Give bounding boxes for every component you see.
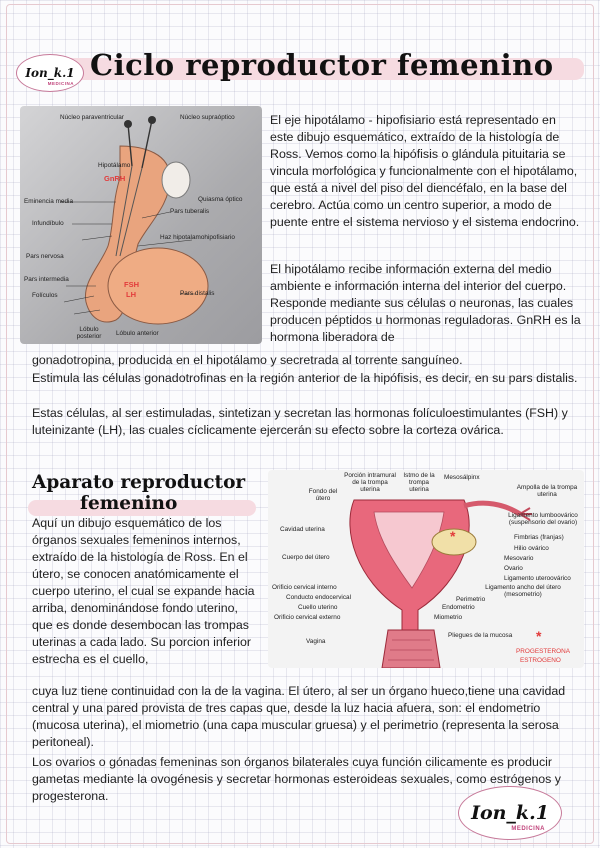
label-endometrio: Endometrio (442, 604, 475, 611)
label-mesosalpinx: Mesosálpinx (444, 474, 480, 481)
label-nucleo-paraventricular: Núcleo paraventricular (60, 114, 124, 121)
header-logo (16, 54, 84, 92)
footer-logo-text: Ion_k.1 (471, 802, 549, 824)
section1-paragraph-2: El hipotálamo recibe información externa del medio ambiente e información interna del interior del cuerpo. Responde mediante sus células o neuronas, las cuales producen péptidos u hormonas reguladoras. GnRH es la hormona liberadora de (270, 262, 581, 344)
label-fsh: FSH (124, 280, 139, 289)
label-legend-asterisk: * (536, 628, 542, 644)
label-fondo-utero: Fondo del útero (308, 488, 338, 502)
aparato-reproductor-figure (268, 470, 584, 668)
label-hipotalamo: Hipotálamo (98, 162, 131, 169)
label-pars-distalis: Pars distalis (180, 290, 215, 297)
label-estrogeno: ESTROGENO (520, 657, 561, 664)
label-progesterona: PROGESTERONA (516, 648, 570, 655)
section2-heading-line2: femenino (80, 493, 178, 514)
hipotalamo-hipofisis-figure (20, 106, 262, 344)
label-haz-hipotalamohipofisiario: Haz hipotalamohipofisiario (160, 234, 235, 241)
label-nucleo-supraoptico: Núcleo supraóptico (180, 114, 235, 121)
label-mesovario: Mesovario (504, 555, 534, 562)
label-pars-tuberalis: Pars tuberalis (170, 208, 210, 215)
header-logo-text: Ion_k.1 (25, 66, 75, 80)
page-title: Ciclo reproductor femenino (90, 48, 554, 82)
label-fimbrias: Fimbrias (franjas) (514, 534, 564, 541)
label-quiasma-optico: Quiasma óptico (198, 196, 243, 203)
label-hilio-ovarico: Hilio ovárico (514, 545, 549, 552)
section2-heading-line1: Aparato reproductor (32, 472, 246, 493)
label-orificio-externo: Orificio cervical externo (274, 614, 341, 621)
footer-logo (458, 786, 562, 840)
label-conducto-endocervical: Conducto endocervical (286, 594, 352, 601)
label-miometrio: Miometrio (434, 614, 463, 621)
label-orificio-interno: Orificio cervical interno (272, 584, 337, 591)
section2-paragraph-1-continued: cuya luz tiene continuidad con la de la vagina. El útero, al ser un órgano hueco,tiene una cavidad central y una pared provista de tres capas que, desde la luz hacia afuera, son: el endometrio (mucosa uterina), el miometrio (una capa muscular gruesa) y el perimetrio (representa la serosa peritoneal). (32, 684, 566, 749)
label-vagina: Vagina (306, 638, 326, 645)
footer-logo-tag: MEDICINA (511, 826, 545, 832)
label-foliculos: Folículos (32, 292, 58, 299)
label-lobulo-posterior: Lóbulo posterior (76, 326, 102, 340)
label-pliegues-mucosa: Pliegues de la mucosa (448, 632, 513, 639)
label-lh: LH (126, 290, 136, 299)
label-perimetrio: Perimetrio (456, 596, 486, 603)
header-logo-tag: MEDICINA (47, 81, 74, 86)
section2-paragraph-1: Aquí un dibujo esquemático de los órganos sexuales femeninos internos, extraído de la histología de Ross. En el útero, se conocen anatómicamente el cuerpo uterino, el cual se expande hacia arriba, denominándose fondo uterino, que es donde desembocan las trompas uterinas a cada lado. Su porcion inferior estrecha es el cuello, (32, 516, 255, 666)
section2-paragraph-2: Los ovarios o gónadas femeninas son órganos bilaterales cuya función cilicamente es producir gametas mediante la ovogénesis y secretar hormonas esteroideas sexuales, como estrógenos y progesterona. (32, 755, 561, 803)
label-pars-intermedia: Pars intermedia (24, 276, 69, 283)
label-ligamento-lumboovarico: Ligamento lumboovárico (suspensorio del ovario) (508, 512, 578, 526)
label-porcion-intramural: Porción intramural de la trompa uterina (344, 472, 396, 493)
label-gnrh: GnRH (104, 174, 126, 183)
label-eminencia-media: Eminencia media (24, 198, 74, 205)
label-cuerpo-utero: Cuerpo del útero (282, 554, 330, 561)
label-ovary-asterisk: * (450, 528, 456, 544)
section1-paragraph-2-continued: gonadotropina, producida en el hipotálamo y secretrada al torrente sanguíneo. (32, 353, 463, 367)
label-ligamento-ancho: Ligamento ancho del útero (mesometrio) (485, 584, 561, 598)
label-istmo: Istmo de la trompa uterina (403, 472, 435, 493)
label-lobulo-anterior: Lóbulo anterior (116, 330, 159, 337)
label-ligamento-uteroovarico: Ligamento uteroovárico (504, 575, 571, 582)
label-pars-nervosa: Pars nervosa (26, 253, 64, 260)
label-ampolla: Ampolla de la trompa uterina (516, 484, 578, 498)
section1-paragraph-3: Estimula las células gonadotrofinas en la región anterior de la hipófisis, es decir, en su pars distalis. (32, 371, 578, 385)
section1-paragraph-1: El eje hipotálamo - hipofisiario está representado en este dibujo esquemático, extraído de la histología de Ross. Vemos como la hipófisis o glándula pituitaria se vincula morfológica y funcionalmente con el hipotálamo, que está a nivel del piso del diencéfalo, en la base del cerebro. Actúa como un centro superior, a modo de puente entre el sistema nervioso y el sistema endocrino. (270, 113, 580, 229)
label-cavidad-uterina: Cavidad uterina (280, 526, 325, 533)
label-ovario: Ovario (504, 565, 523, 572)
label-cuello-uterino: Cuello uterino (298, 604, 338, 611)
section1-paragraph-4: Estas células, al ser estimuladas, sintetizan y secretan las hormonas folículoestimulantes (FSH) y luteinizante (LH), las cuales cíclicamente ejercerán su efecto sobre la corteza ovárica. (32, 406, 568, 437)
label-infundibulo: Infundíbulo (32, 220, 64, 227)
